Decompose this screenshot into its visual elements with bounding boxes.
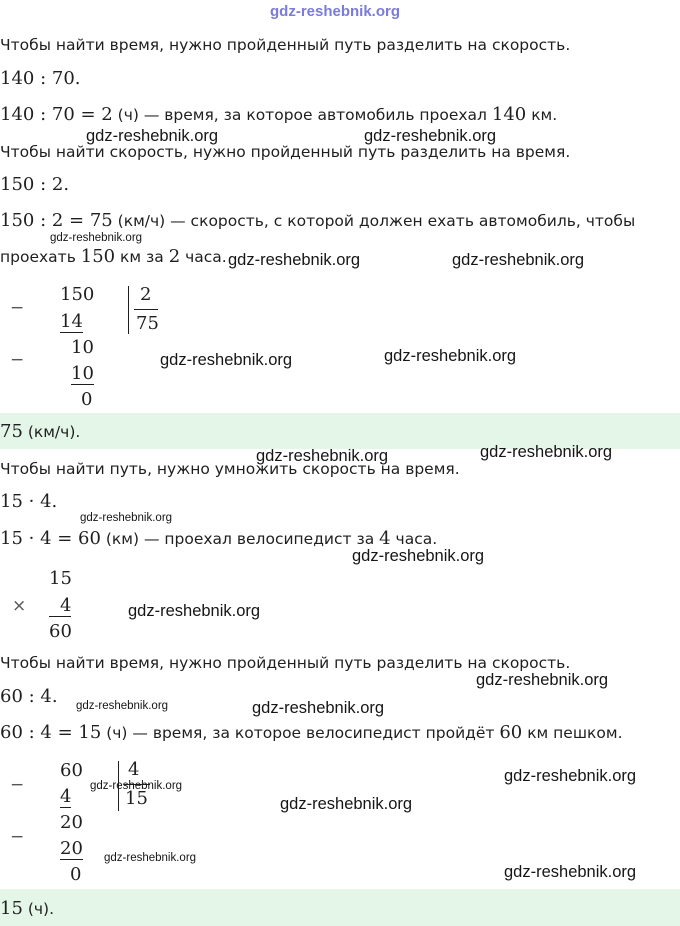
watermark: gdz-reshebnik.org xyxy=(128,602,261,620)
watermark: gdz-reshebnik.org xyxy=(504,863,637,881)
result-text: км за xyxy=(115,248,169,266)
result-line-2 xyxy=(0,210,635,231)
minus-sign: − xyxy=(10,827,25,847)
result-num: 2 xyxy=(168,246,181,267)
remainder: 10 xyxy=(71,337,94,358)
result-unit: км. xyxy=(526,106,558,124)
watermark-small: gdz-reshebnik.org xyxy=(80,512,173,524)
result-text: проехать xyxy=(0,248,81,266)
watermark: gdz-reshebnik.org xyxy=(86,127,219,145)
divisor: 2 xyxy=(140,284,152,305)
answer-num: 75 xyxy=(0,421,23,442)
watermark: gdz-reshebnik.org xyxy=(364,127,497,145)
expr-150-2: 150 : 2. xyxy=(0,174,70,195)
answer xyxy=(0,898,54,919)
remainder: 20 xyxy=(60,812,83,833)
multiplicand: 15 xyxy=(49,568,72,589)
minus-sign: − xyxy=(10,350,25,370)
watermark: gdz-reshebnik.org xyxy=(256,447,389,465)
watermark: gdz-reshebnik.org xyxy=(352,547,485,565)
product: 60 xyxy=(49,621,72,642)
result-math: 60 : 4 = 15 xyxy=(0,722,102,743)
division-bar xyxy=(128,286,129,334)
result-num: 150 xyxy=(80,246,116,267)
watermark: gdz-reshebnik.org xyxy=(480,443,613,461)
remainder-final: 0 xyxy=(70,864,82,885)
rule-distance: Чтобы найти путь, нужно умножить скорость на время. xyxy=(0,460,460,478)
watermark: gdz-reshebnik.org xyxy=(452,251,585,269)
result-text: (км/ч) — скорость, с которой должен ехать автомобиль, чтобы xyxy=(112,212,636,230)
answer-band xyxy=(0,889,680,926)
expr-15-4: 15 · 4. xyxy=(0,491,58,512)
watermark: gdz-reshebnik.org xyxy=(384,347,517,365)
result-math: 15 · 4 = 60 xyxy=(0,528,101,549)
result-unit: часа. xyxy=(390,530,438,548)
subtrahend: 20 xyxy=(60,838,83,859)
watermark-small: gdz-reshebnik.org xyxy=(90,780,183,792)
minus-sign: − xyxy=(10,775,25,795)
dividend: 60 xyxy=(60,760,83,781)
rule-time-2: Чтобы найти время, нужно пройденный путь разделить на скорость. xyxy=(0,654,571,672)
answer-unit: (км/ч). xyxy=(22,423,81,441)
result-unit: км пешком. xyxy=(522,724,623,742)
result-num: 60 xyxy=(499,722,523,743)
result-line-2b xyxy=(0,246,227,267)
result-line-1 xyxy=(0,104,557,125)
answer-num: 15 xyxy=(0,898,23,919)
watermark-small: gdz-reshebnik.org xyxy=(76,700,169,712)
expr-60-4: 60 : 4. xyxy=(0,686,58,707)
watermark: gdz-reshebnik.org xyxy=(160,351,293,369)
expr-140-70: 140 : 70. xyxy=(0,68,81,89)
result-num: 140 xyxy=(491,104,527,125)
watermark: gdz-reshebnik.org xyxy=(476,671,609,689)
result-text: (км) — проехал велосипедист за xyxy=(100,530,380,548)
result-text: (ч) — время, за которое автомобиль проехал xyxy=(112,106,492,124)
watermark: gdz-reshebnik.org xyxy=(252,699,385,717)
answer-unit: (ч). xyxy=(22,900,55,918)
subtrahend: 4 xyxy=(60,786,72,807)
watermark: gdz-reshebnik.org xyxy=(504,767,637,785)
watermark-small: gdz-reshebnik.org xyxy=(50,232,143,244)
result-math: 150 : 2 = 75 xyxy=(0,210,113,231)
watermark-small: gdz-reshebnik.org xyxy=(104,852,197,864)
result-math: 140 : 70 = 2 xyxy=(0,104,113,125)
quotient: 15 xyxy=(125,788,148,809)
times-sign: × xyxy=(12,596,27,616)
watermark-top: gdz-reshebnik.org xyxy=(270,3,401,20)
divisor-line xyxy=(134,309,158,310)
subtrahend: 14 xyxy=(60,311,83,332)
result-line-3 xyxy=(0,528,437,549)
quotient: 75 xyxy=(136,313,159,334)
watermark: gdz-reshebnik.org xyxy=(228,251,361,269)
result-text: часа. xyxy=(180,248,227,266)
multiplier: 4 xyxy=(49,595,71,617)
watermark: gdz-reshebnik.org xyxy=(280,795,413,813)
result-num: 4 xyxy=(379,528,391,549)
rule-time-1: Чтобы найти время, нужно пройденный путь разделить на скорость. xyxy=(0,36,571,54)
rule-speed: Чтобы найти скорость, нужно пройденный путь разделить на время. xyxy=(0,143,571,161)
result-line-4 xyxy=(0,722,623,743)
dividend: 150 xyxy=(60,284,95,305)
divisor: 4 xyxy=(128,759,140,780)
minus-sign: − xyxy=(10,298,25,318)
answer xyxy=(0,421,80,442)
result-text: (ч) — время, за которое велосипедист пройдёт xyxy=(101,724,500,742)
subtrahend: 10 xyxy=(71,363,94,384)
remainder-final: 0 xyxy=(81,389,93,410)
